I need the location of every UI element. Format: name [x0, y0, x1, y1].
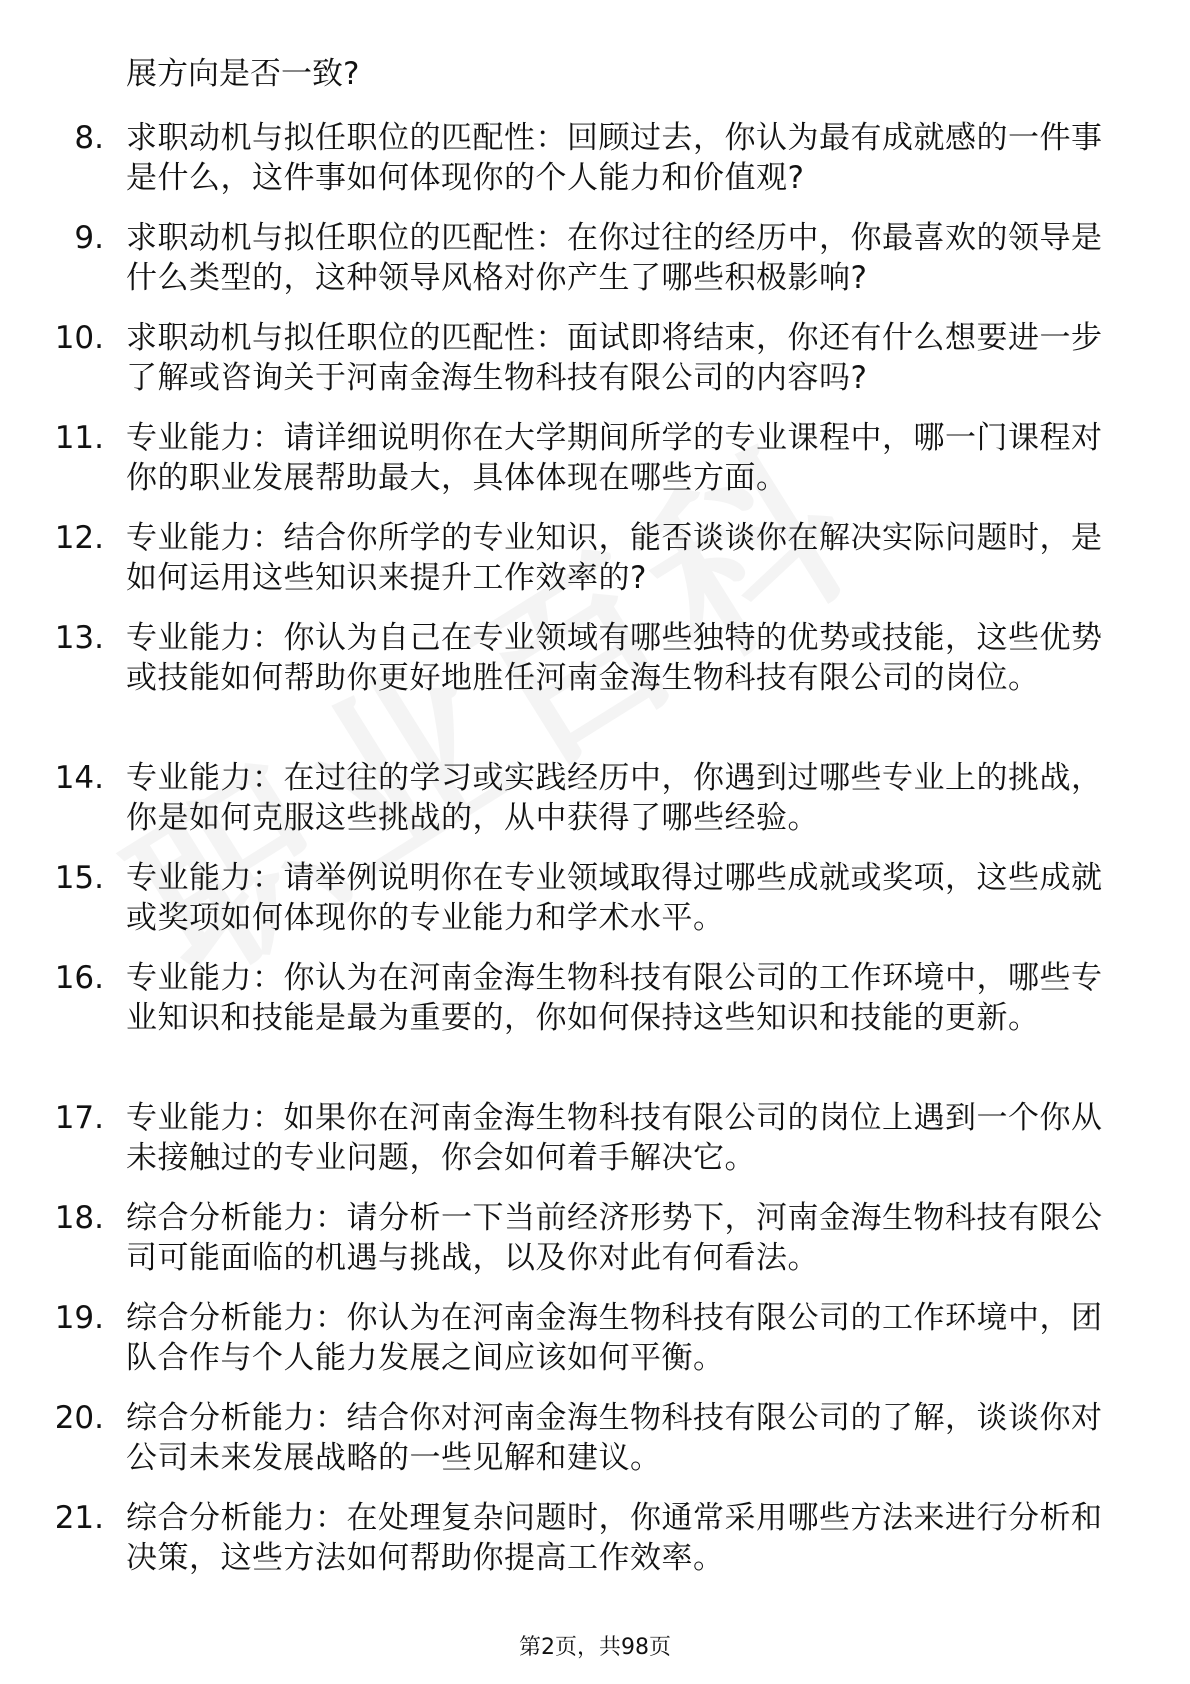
- item-text: 专业能力：如果你在河南金海生物科技有限公司的岗位上遇到一个你从未接触过的专业问题，你会如何着手解决它。: [126, 1100, 1103, 1176]
- list-item: [0, 758, 1190, 838]
- list-item: [0, 118, 1190, 198]
- item-text: 专业能力：你认为自己在专业领域有哪些独特的优势或技能，这些优势或技能如何帮助你更好地胜任河南金海生物科技有限公司的岗位。: [126, 620, 1103, 696]
- item-text: 综合分析能力：在处理复杂问题时，你通常采用哪些方法来进行分析和决策，这些方法如何帮助你提高工作效率。: [126, 1500, 1103, 1576]
- list-item: [0, 618, 1190, 738]
- list-item: [0, 218, 1190, 298]
- item-text: 综合分析能力：请分析一下当前经济形势下，河南金海生物科技有限公司可能面临的机遇与挑战，以及你对此有何看法。: [126, 1200, 1103, 1276]
- item-text: 专业能力：请举例说明你在专业领域取得过哪些成就或奖项，这些成就或奖项如何体现你的专业能力和学术水平。: [126, 860, 1103, 936]
- list-item: [0, 1198, 1190, 1278]
- item-number: 18.: [54, 1200, 104, 1236]
- item-text: 求职动机与拟任职位的匹配性：回顾过去，你认为最有成就感的一件事是什么，这件事如何体现你的个人能力和价值观?: [126, 120, 1103, 196]
- item-number: 10.: [54, 320, 104, 356]
- item-text: 综合分析能力：你认为在河南金海生物科技有限公司的工作环境中，团队合作与个人能力发展之间应该如何平衡。: [126, 1300, 1103, 1376]
- list-item: [0, 958, 1190, 1078]
- item-number: 16.: [54, 960, 104, 996]
- list-item: [0, 418, 1190, 498]
- list-item: [0, 318, 1190, 398]
- item-number: 11.: [54, 420, 104, 456]
- item-number: 21.: [54, 1500, 104, 1536]
- continuation-text: 展方向是否一致?: [126, 56, 360, 92]
- list-item: [0, 1498, 1190, 1578]
- list-item: [0, 1098, 1190, 1178]
- item-number: 15.: [54, 860, 104, 896]
- item-text: 求职动机与拟任职位的匹配性：面试即将结束，你还有什么想要进一步了解或咨询关于河南金海生物科技有限公司的内容吗?: [126, 320, 1103, 396]
- list-item: [0, 518, 1190, 598]
- page-footer: 第2页，共98页: [519, 1635, 671, 1660]
- item-text: 专业能力：你认为在河南金海生物科技有限公司的工作环境中，哪些专业知识和技能是最为重要的，你如何保持这些知识和技能的更新。: [126, 960, 1103, 1036]
- item-number: 17.: [54, 1100, 104, 1136]
- item-number: 13.: [54, 620, 104, 656]
- question-list: [0, 118, 1190, 1598]
- list-item: [0, 858, 1190, 938]
- list-item: [0, 1298, 1190, 1378]
- item-number: 8.: [74, 120, 104, 156]
- item-number: 12.: [54, 520, 104, 556]
- item-number: 19.: [54, 1300, 104, 1336]
- item-number: 20.: [54, 1400, 104, 1436]
- item-text: 专业能力：结合你所学的专业知识，能否谈谈你在解决实际问题时，是如何运用这些知识来提升工作效率的?: [126, 520, 1103, 596]
- item-text: 综合分析能力：结合你对河南金海生物科技有限公司的了解，谈谈你对公司未来发展战略的一些见解和建议。: [126, 1400, 1103, 1476]
- item-text: 求职动机与拟任职位的匹配性：在你过往的经历中，你最喜欢的领导是什么类型的，这种领导风格对你产生了哪些积极影响?: [126, 220, 1103, 296]
- item-text: 专业能力：请详细说明你在大学期间所学的专业课程中，哪一门课程对你的职业发展帮助最大，具体体现在哪些方面。: [126, 420, 1103, 496]
- list-item: [0, 1398, 1190, 1478]
- item-number: 9.: [74, 220, 104, 256]
- item-number: 14.: [54, 760, 104, 796]
- item-text: 专业能力：在过往的学习或实践经历中，你遇到过哪些专业上的挑战，你是如何克服这些挑战的，从中获得了哪些经验。: [126, 760, 1103, 836]
